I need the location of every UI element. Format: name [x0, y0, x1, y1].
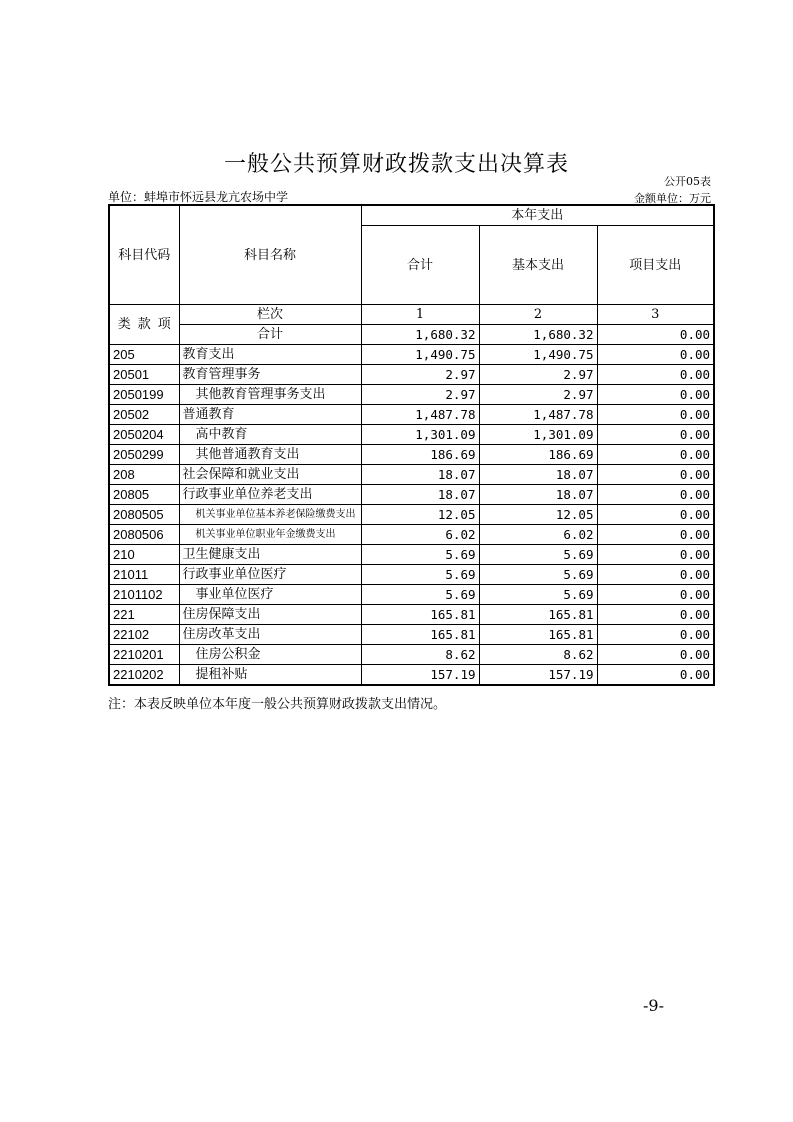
- row-total: 12.05: [361, 505, 479, 525]
- row-project: 0.00: [597, 505, 714, 525]
- table-row: [109, 505, 714, 525]
- row-project: 0.00: [597, 565, 714, 585]
- row-name: 机关事业单位职业年金缴费支出: [179, 525, 361, 545]
- row-code: 20805: [109, 485, 179, 505]
- row-code: 205: [109, 345, 179, 365]
- row-total: 2.97: [361, 385, 479, 405]
- row-code: 2050204: [109, 425, 179, 445]
- row-code: 20501: [109, 365, 179, 385]
- row-total: 8.62: [361, 645, 479, 665]
- row-name: 行政事业单位医疗: [179, 565, 361, 585]
- row-code: 2210201: [109, 645, 179, 665]
- unit-label: 单位：蚌埠市怀远县龙亢农场中学: [108, 190, 289, 204]
- row-name: 普通教育: [179, 405, 361, 425]
- row-basic: 8.62: [479, 645, 597, 665]
- header-project: 项目支出: [597, 226, 714, 305]
- footnote: 注：本表反映单位本年度一般公共预算财政拨款支出情况。: [108, 697, 447, 712]
- row-total: 1,301.09: [361, 425, 479, 445]
- table-row: [109, 485, 714, 505]
- row-basic: 165.81: [479, 605, 597, 625]
- row-total: 2.97: [361, 365, 479, 385]
- header-kuan: 款: [137, 317, 151, 332]
- row-project: 0.00: [597, 385, 714, 405]
- header-name: 科目名称: [179, 205, 361, 305]
- row-name: 住房改革支出: [179, 625, 361, 645]
- table-row: [109, 445, 714, 465]
- row-basic: 2.97: [479, 365, 597, 385]
- header-current-year: 本年支出: [361, 205, 714, 226]
- header-code: 科目代码: [109, 205, 179, 305]
- row-project: 0.00: [597, 345, 714, 365]
- row-code: 2080505: [109, 505, 179, 525]
- row-code: 2080506: [109, 525, 179, 545]
- column-1: 1: [361, 305, 479, 325]
- row-basic: 2.97: [479, 385, 597, 405]
- row-name: 机关事业单位基本养老保险缴费支出: [179, 505, 361, 525]
- row-code: 2050199: [109, 385, 179, 405]
- row-basic: 18.07: [479, 465, 597, 485]
- header-lei: 类: [117, 317, 131, 332]
- form-number: 公开05表: [664, 175, 711, 188]
- row-project: 0.00: [597, 625, 714, 645]
- expenditure-table: [108, 204, 715, 686]
- row-total: 5.69: [361, 545, 479, 565]
- row-name: 其他普通教育支出: [179, 445, 361, 465]
- table-row: [109, 385, 714, 405]
- header-xiang: 项: [157, 317, 171, 332]
- table-row: [109, 665, 714, 686]
- row-project: 0.00: [597, 425, 714, 445]
- table-row: [109, 465, 714, 485]
- row-code: 22102: [109, 625, 179, 645]
- column-label: 栏次: [179, 305, 361, 325]
- row-project: 0.00: [597, 645, 714, 665]
- row-name: 住房保障支出: [179, 605, 361, 625]
- header-basic: 基本支出: [479, 226, 597, 305]
- sum-total: 1,680.32: [361, 325, 479, 345]
- table-row: [109, 545, 714, 565]
- table-row: [109, 565, 714, 585]
- row-project: 0.00: [597, 485, 714, 505]
- row-total: 1,490.75: [361, 345, 479, 365]
- row-project: 0.00: [597, 525, 714, 545]
- table-row: [109, 645, 714, 665]
- sum-project: 0.00: [597, 325, 714, 345]
- table-row: [109, 585, 714, 605]
- row-name: 其他教育管理事务支出: [179, 385, 361, 405]
- row-project: 0.00: [597, 605, 714, 625]
- row-name: 高中教育: [179, 425, 361, 445]
- row-basic: 5.69: [479, 545, 597, 565]
- row-name: 提租补贴: [179, 665, 361, 686]
- page-title: 一般公共预算财政拨款支出决算表: [223, 152, 569, 177]
- row-code: 21011: [109, 565, 179, 585]
- row-name: 卫生健康支出: [179, 545, 361, 565]
- sum-basic: 1,680.32: [479, 325, 597, 345]
- table-row: [109, 345, 714, 365]
- row-code: 2210202: [109, 665, 179, 686]
- amount-unit-label: 金额单位：万元: [634, 192, 711, 205]
- row-total: 1,487.78: [361, 405, 479, 425]
- row-project: 0.00: [597, 445, 714, 465]
- column-2: 2: [479, 305, 597, 325]
- row-basic: 186.69: [479, 445, 597, 465]
- row-total: 18.07: [361, 485, 479, 505]
- row-basic: 1,487.78: [479, 405, 597, 425]
- row-total: 186.69: [361, 445, 479, 465]
- row-total: 165.81: [361, 625, 479, 645]
- row-code: 210: [109, 545, 179, 565]
- row-basic: 1,301.09: [479, 425, 597, 445]
- row-name: 事业单位医疗: [179, 585, 361, 605]
- row-total: 18.07: [361, 465, 479, 485]
- row-project: 0.00: [597, 465, 714, 485]
- row-code: 208: [109, 465, 179, 485]
- table-row: [109, 425, 714, 445]
- row-name: 住房公积金: [179, 645, 361, 665]
- row-code: 221: [109, 605, 179, 625]
- row-basic: 18.07: [479, 485, 597, 505]
- header-total: 合计: [361, 226, 479, 305]
- row-total: 6.02: [361, 525, 479, 545]
- row-project: 0.00: [597, 405, 714, 425]
- row-code: 2050299: [109, 445, 179, 465]
- row-basic: 157.19: [479, 665, 597, 686]
- row-name: 教育管理事务: [179, 365, 361, 385]
- table-row: [109, 365, 714, 385]
- row-total: 165.81: [361, 605, 479, 625]
- row-basic: 165.81: [479, 625, 597, 645]
- row-name: 社会保障和就业支出: [179, 465, 361, 485]
- row-project: 0.00: [597, 585, 714, 605]
- table-row: [109, 405, 714, 425]
- row-project: 0.00: [597, 545, 714, 565]
- row-total: 5.69: [361, 565, 479, 585]
- row-basic: 5.69: [479, 585, 597, 605]
- sum-label: 合计: [179, 325, 361, 345]
- table-row: [109, 525, 714, 545]
- row-project: 0.00: [597, 665, 714, 686]
- row-basic: 6.02: [479, 525, 597, 545]
- page-number: -9-: [643, 996, 664, 1015]
- row-total: 5.69: [361, 585, 479, 605]
- row-code: 2101102: [109, 585, 179, 605]
- row-code: 20502: [109, 405, 179, 425]
- table-row: [109, 605, 714, 625]
- column-3: 3: [597, 305, 714, 325]
- row-total: 157.19: [361, 665, 479, 686]
- row-project: 0.00: [597, 365, 714, 385]
- table-row: [109, 625, 714, 645]
- row-basic: 12.05: [479, 505, 597, 525]
- row-name: 行政事业单位养老支出: [179, 485, 361, 505]
- row-name: 教育支出: [179, 345, 361, 365]
- row-basic: 5.69: [479, 565, 597, 585]
- row-basic: 1,490.75: [479, 345, 597, 365]
- header-lei-kuan-xiang: [109, 305, 179, 345]
